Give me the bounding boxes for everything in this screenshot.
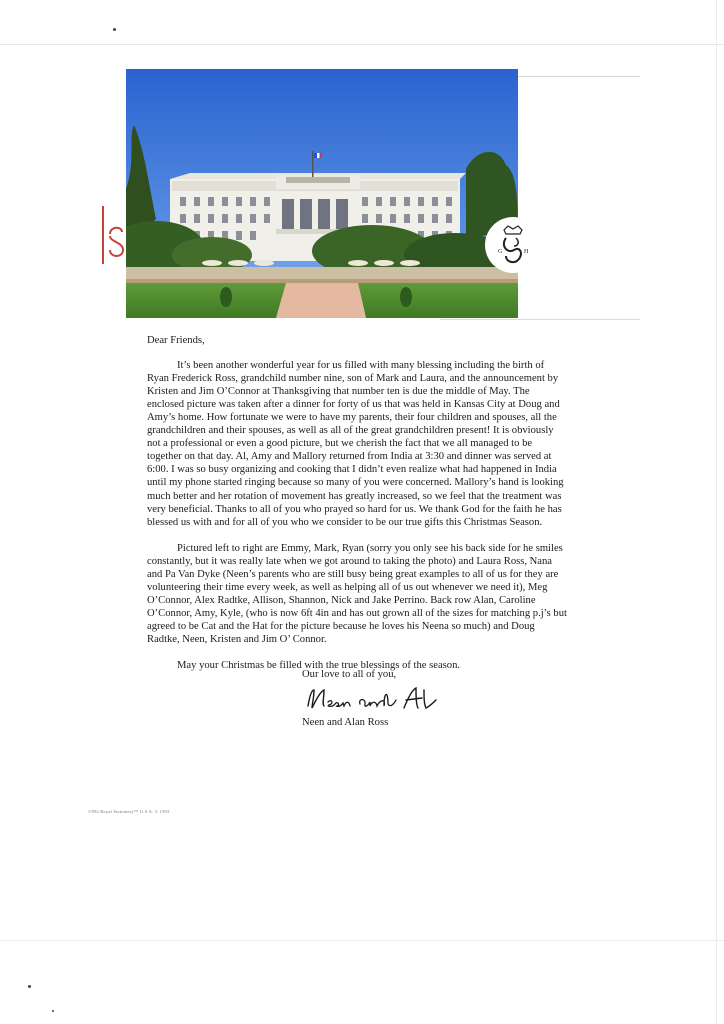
letter-closing: Our love to all of you,: [302, 669, 397, 680]
handwritten-signature: [302, 684, 442, 716]
svg-text:G: G: [498, 249, 503, 255]
scan-speck: [28, 985, 31, 988]
stationery-print-mark: ©992 Royal Stationery™ U.S.A. © 1993: [88, 809, 170, 814]
scan-edge-bottom: [0, 940, 724, 941]
letterhead-rule-bottom: [440, 319, 640, 320]
letter-closing-paragraph: May your Christmas be filled with the true blessings of the season.: [177, 660, 461, 672]
letter-paragraph-2: Pictured left to right are Emmy, Mark, Ryan (sorry you only see his back side for he smiles constantly, but it was really late when we got around to taking the photo) and Laura Ross, Nana and Pa Van Dyke (Neen’s parents who are still busy being great examples to all of us for they are volunteering their time every week, as well as helping all of us out whenever we need it), Meg O’Connor, Alex Radtke, Allison, Shannon, Nick and Jake Perrino. Back row Alan, Caroline O’Connor, Amy, Kyle, (who is now 6ft 4in and has out grown all of the sizes for matching p.j’s but agreed to be Cat and the Hat for the picture because he loves his Neena so much) and Doug Radtke, Neen, Kristen and Jim O’ Connor.: [147, 542, 567, 645]
svg-text:H: H: [524, 249, 529, 255]
scan-edge-top: [0, 44, 724, 45]
gh-crest-icon: [484, 216, 542, 274]
letter-body: [147, 334, 567, 672]
scan-speck: [113, 28, 116, 31]
letter-signer: Neen and Alan Ross: [302, 717, 389, 728]
scan-edge-right: [716, 0, 717, 1024]
letter-salutation: Dear Friends,: [147, 335, 205, 346]
hotel-building-photo: [126, 69, 518, 318]
letterhead-rule-top: [518, 76, 640, 77]
scan-speck: [52, 1010, 54, 1012]
letter-paragraph-1: It’s been another wonderful year for us filled with many blessing including the birth of Ryan Frederick Ross, grandchild number nine, son of Mark and Laura, and the announcement by Kristen and Jim O’Connor at Thanksgiving that number ten is due the middle of May. The enclosed picture was taken after a dinner for forty of us that was held in Kansas City at Doug and Amy’s home. How fortunate we were to have my parents, their four children and spouses, all the grandchildren and their spouses, as well as all of the great grandchildren present! It is obviously not a professional or even a good picture, but we cherish the fact that we all managed to be together on that day. Al, Amy and Mallory returned from India at 3:30 and dinner was served at 6:00. I was so busy organizing and cooking that I didn’t even realize what had happened in India until my phone started ringing because so many of you were concerned. Mallory’s hand is looking much better and her rotation of movement has greatly increased, so we feel that the treatment was very beneficial. Thanks to all of you who prayed so hard for us. We thank God for the faith he has blessed us with and for all of you who we consider to be our true gifts this Christmas Season.: [147, 360, 564, 528]
